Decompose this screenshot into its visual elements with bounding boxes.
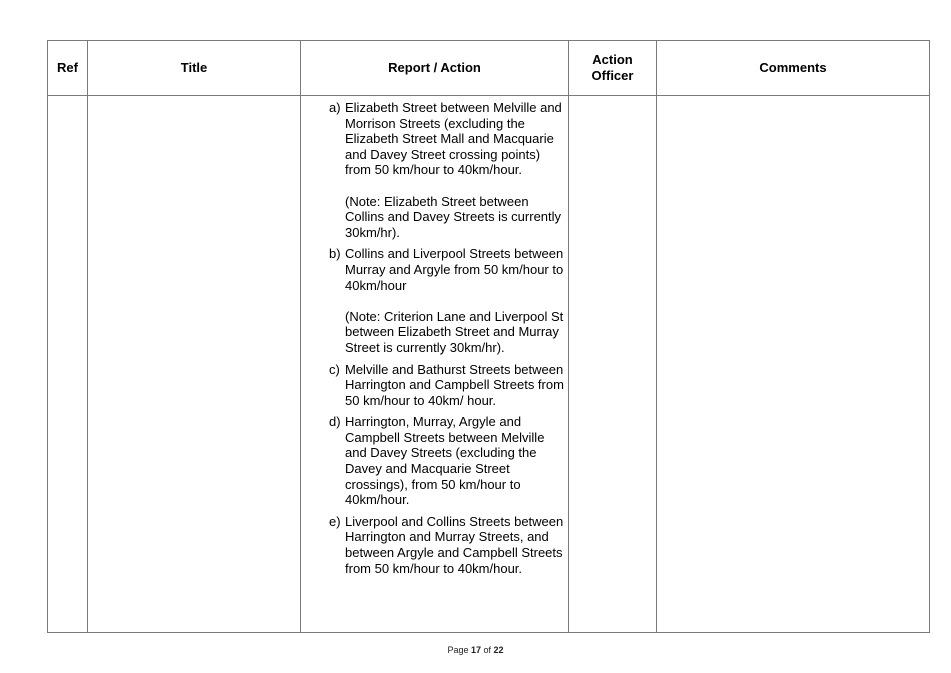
cell-action-officer	[569, 96, 657, 633]
list-item	[329, 362, 568, 409]
cell-report-action	[301, 96, 569, 633]
speed-limit-list	[301, 96, 568, 576]
page-footer	[0, 645, 951, 655]
page-current: 17	[470, 645, 481, 655]
header-action-officer-line2: Officer	[591, 68, 634, 83]
action-table	[47, 40, 930, 633]
list-item-text: Elizabeth Street between Melville and Morrison Streets (excluding the Elizabeth Street Mall and Macquarie and Davey Street crossing points) from 50 km/hour to 40km/hour.	[345, 100, 562, 178]
list-item-marker: c)	[329, 361, 340, 377]
list-item-note: (Note: Elizabeth Street between Collins and Davey Streets is currently 30km/hr).	[345, 193, 562, 240]
header-comments: Comments	[657, 41, 930, 96]
header-ref: Ref	[48, 41, 88, 96]
page-label: Page	[447, 645, 469, 655]
list-item	[329, 514, 568, 576]
page-of: of	[483, 645, 492, 655]
header-row	[48, 41, 930, 96]
list-item-note: (Note: Criterion Lane and Liverpool St between Elizabeth Street and Murray Street is currently 30km/hr).	[345, 308, 564, 355]
cell-title	[88, 96, 301, 633]
table-row	[48, 96, 930, 633]
page-total: 22	[493, 645, 504, 655]
list-item-marker: e)	[329, 513, 341, 529]
header-title: Title	[88, 41, 301, 96]
list-item-text: Harrington, Murray, Argyle and Campbell Streets between Melville and Davey Streets (excluding the Davey and Macquarie Street crossings), from 50 km/hour to 40km/hour.	[345, 414, 545, 508]
list-item-marker: b)	[329, 246, 341, 262]
cell-comments	[657, 96, 930, 633]
header-action-officer-line1: Action	[592, 52, 633, 67]
list-item	[329, 414, 568, 508]
header-report-action: Report / Action	[301, 41, 569, 96]
list-item-text: Collins and Liverpool Streets between Murray and Argyle from 50 km/hour to 40km/hour	[345, 246, 564, 293]
list-item	[329, 246, 568, 355]
header-action-officer	[569, 41, 657, 96]
list-item	[329, 100, 568, 240]
cell-ref	[48, 96, 88, 633]
list-item-marker: d)	[329, 414, 341, 430]
list-item-text: Liverpool and Collins Streets between Harrington and Murray Streets, and between Argyle and Campbell Streets from 50 km/hour to 40km/hour.	[345, 513, 564, 576]
list-item-text: Melville and Bathurst Streets between Harrington and Campbell Streets from 50 km/hour to 40km/ hour.	[345, 361, 564, 408]
list-item-marker: a)	[329, 100, 341, 115]
